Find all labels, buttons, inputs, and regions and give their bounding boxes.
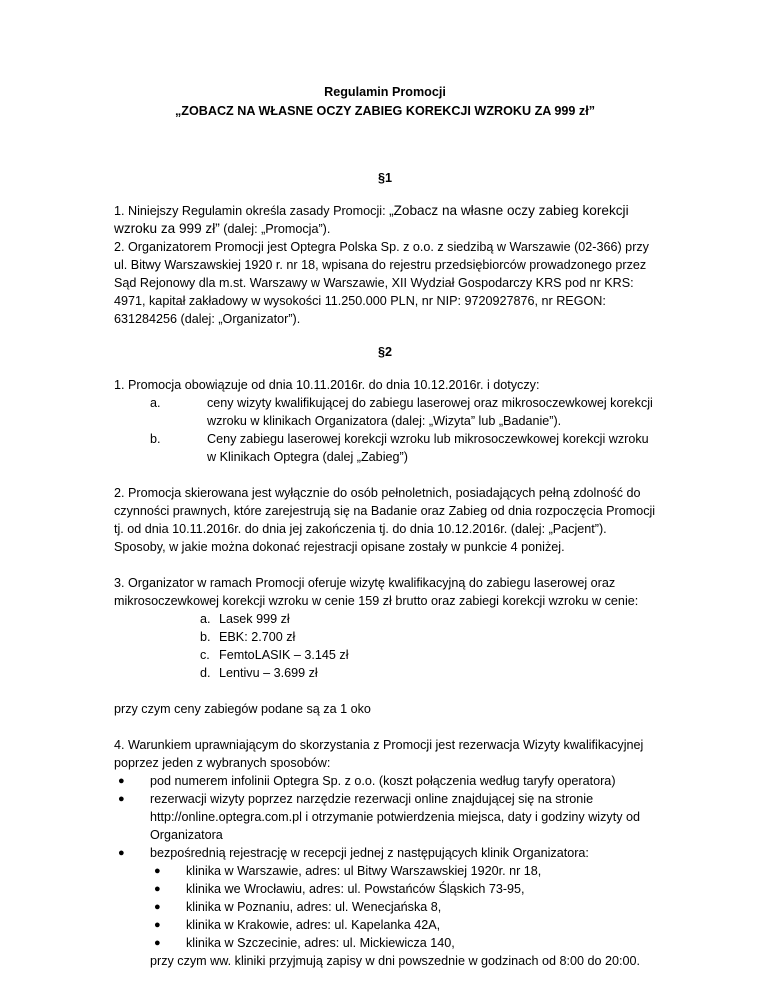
clinic-text: klinika w Warszawie, adres: ul Bitwy Warszawskiej 1920r. nr 18, [186,864,542,878]
bullet-icon: ● [154,883,161,895]
list-item-text: pod numerem infolinii Optegra Sp. z o.o. (koszt połączenia według taryfy operatora) [150,774,616,788]
clinic-item [150,880,656,898]
list-marker: d. [200,666,211,680]
list-marker: b. [200,630,211,644]
clinics-hours-note: przy czym ww. kliniki przyjmują zapisy w dni powszednie w godzinach od 8:00 do 20:00. [150,954,640,968]
price-item-text: EBK: 2.700 zł [219,630,296,644]
price-note: przy czym ceny zabiegów podane są za 1 oko [114,702,371,716]
price-item-text: Lentivu – 3.699 zł [219,666,318,680]
list-item-text: bezpośrednią rejestrację w recepcji jednej z następujących klinik Organizatora: [150,846,589,860]
list-marker: b. [150,432,161,446]
s2-paragraph-1: 1. Promocja obowiązuje od dnia 10.11.2016r. do dnia 10.12.2016r. i dotyczy: [114,378,540,392]
document-title: Regulamin Promocji [324,85,446,99]
bullet-icon: ● [118,793,125,805]
list-item [114,430,656,466]
s2-paragraph-2: 2. Promocja skierowana jest wyłącznie do osób pełnoletnich, posiadających pełną zdolność do czynności prawnych, które zarejestrują się na Badanie oraz Zabieg od dnia rozpoczęcia Promocji tj. od dnia 10.11.2016r. do dnia jej zakończenia tj. do dnia 10.12.2016r. (dalej: „Pacjent”). Sposoby, w jakie można dokonać rejestracji opisane zostały w punkcie 4 poniżej. [114,486,656,554]
clinic-item [150,916,656,934]
bullet-icon: ● [154,937,161,949]
promotion-name: „ZOBACZ NA WŁASNE OCZY ZABIEG KOREKCJI WZROKU ZA 999 zł” [174,104,596,118]
bullet-icon: ● [154,919,161,931]
s1-p1-end: (dalej: „Promocja”). [219,222,331,236]
bullet-icon: ● [118,847,125,859]
s2-p1-list [114,394,656,466]
section-2-heading: §2 [377,345,392,359]
s2-paragraph-4: 4. Warunkiem uprawniającym do skorzystania z Promocji jest rezerwacja Wizyty kwalifikacyjnej poprzez jeden z wybranych sposobów: [114,738,644,770]
price-item-text: FemtoLASIK – 3.145 zł [219,648,349,662]
list-item-text: Ceny zabiegu laserowej korekcji wzroku lub mikrosoczewkowej korekcji wzroku w Klinikach Optegra (dalej „Zabieg”) [207,432,649,464]
bullet-icon: ● [154,865,161,877]
price-list [114,610,656,682]
list-marker: a. [150,396,161,410]
price-item [114,610,656,628]
clinic-item [150,934,656,952]
clinic-item [150,898,656,916]
price-item [114,628,656,646]
s1-paragraph-1 [114,202,656,238]
list-item [114,844,656,970]
bullet-icon: ● [118,775,125,787]
clinics-list [150,862,656,952]
price-item [114,664,656,682]
clinic-text: klinika w Poznaniu, adres: ul. Wenecjańska 8, [186,900,442,914]
price-item-text: Lasek 999 zł [219,612,290,626]
list-marker: c. [200,648,210,662]
list-item [114,790,656,844]
s1-p1-start: 1. Niniejszy Regulamin określa zasady Promocji: [114,204,390,218]
s1-p1-promo-name: „Zobacz na własne oczy zabieg korekcji wzroku za 999 zł” [114,203,629,236]
section-1-heading: §1 [377,171,392,185]
list-item [114,772,656,790]
list-item-text: rezerwacji wizyty poprzez narzędzie rezerwacji online znajdującej się na stronie http://online.optegra.com.pl i otrzymanie potwierdzenia miejsca, daty i godziny wizyty od Organizatora [150,792,640,842]
registration-methods-list [114,772,656,970]
clinic-text: klinika we Wrocławiu, adres: ul. Powstańców Śląskich 73-95, [186,882,525,896]
clinic-item [150,862,656,880]
list-marker: a. [200,612,211,626]
list-item-text: ceny wizyty kwalifikującej do zabiegu laserowej oraz mikrosoczewkowej korekcji wzroku w klinikach Organizatora (dalej: „Wizyta” lub „Badanie”). [207,396,653,428]
clinic-text: klinika w Szczecinie, adres: ul. Mickiewicza 140, [186,936,455,950]
s2-paragraph-3: 3. Organizator w ramach Promocji oferuje wizytę kwalifikacyjną do zabiegu laserowej oraz mikrosoczewkowej korekcji wzroku w cenie 159 zł brutto oraz zabiegi korekcji wzroku w cenie: [114,576,639,608]
s1-paragraph-2: 2. Organizatorem Promocji jest Optegra Polska Sp. z o.o. z siedzibą w Warszawie (02-366) przy ul. Bitwy Warszawskiej 1920 r. nr 18, wpisana do rejestru przedsiębiorców prowadzonego przez Sąd Rejonowy dla m.st. Warszawy w Warszawie, XII Wydział Gospodarczy KRS pod nr KRS: 4971, kapitał zakładowy w wysokości 11.250.000 PLN, nr NIP: 9720927876, nr REGON: 631284256 (dalej: „Organizator”). [114,240,649,326]
clinic-text: klinika w Krakowie, adres: ul. Kapelanka 42A, [186,918,441,932]
price-item [114,646,656,664]
list-item [114,394,656,430]
bullet-icon: ● [154,901,161,913]
